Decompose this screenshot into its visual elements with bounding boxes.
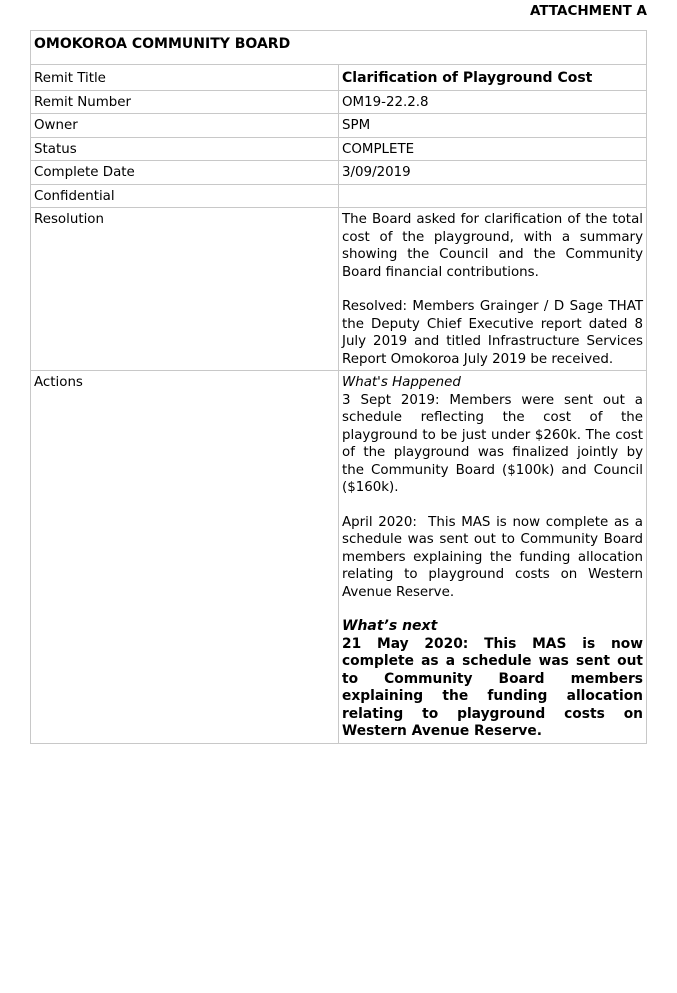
complete-date-value: 3/09/2019 — [339, 161, 647, 185]
actions-label: Actions — [31, 371, 339, 744]
resolution-paragraph-2: Resolved: Members Grainger / D Sage THAT the Deputy Chief Executive report dated 8 July 2019 and titled Infrastructure Services Report Omokoroa July 2019 be received. — [342, 299, 643, 367]
table-row — [31, 161, 647, 185]
table-row — [31, 137, 647, 161]
table-row — [31, 371, 647, 744]
table-row — [31, 184, 647, 208]
remit-title-value: Clarification of Playground Cost — [339, 65, 647, 91]
attachment-label: ATTACHMENT A — [529, 3, 647, 19]
actions-value — [339, 371, 647, 744]
remit-table — [30, 30, 647, 744]
resolution-paragraph-1: The Board asked for clarification of the total cost of the playground, with a summary showing the Council and the Community Board financial contributions. — [342, 212, 643, 280]
spacer — [342, 497, 643, 514]
board-title: OMOKOROA COMMUNITY BOARD — [31, 31, 647, 65]
confidential-label: Confidential — [31, 184, 339, 208]
remit-number-label: Remit Number — [31, 90, 339, 114]
owner-label: Owner — [31, 114, 339, 138]
whats-next-heading: What’s next — [342, 618, 438, 634]
whats-happened-text-2: April 2020: This MAS is now complete as a schedule was sent out to Community Board members explaining the funding allocation relating to playground costs on Western Avenue Reserve. — [342, 514, 648, 600]
spacer — [342, 281, 643, 298]
owner-value: SPM — [339, 114, 647, 138]
spacer — [342, 601, 643, 618]
status-value: COMPLETE — [339, 137, 647, 161]
whats-happened-heading: What's Happened — [342, 375, 461, 390]
remit-title-label: Remit Title — [31, 65, 339, 91]
resolution-label: Resolution — [31, 208, 339, 371]
confidential-value — [339, 184, 647, 208]
whats-happened-text-1: 3 Sept 2019: Members were sent out a schedule reflecting the cost of the playground to be just under $260k. The cost of the playground was finalized jointly by the Community Board ($100k) and Council ($160k). — [342, 392, 643, 495]
table-row — [31, 114, 647, 138]
table-row — [31, 90, 647, 114]
resolution-value — [339, 208, 647, 371]
board-title-row — [31, 31, 647, 65]
remit-number-value: OM19-22.2.8 — [339, 90, 647, 114]
table-row — [31, 65, 647, 91]
complete-date-label: Complete Date — [31, 161, 339, 185]
status-label: Status — [31, 137, 339, 161]
table-row — [31, 208, 647, 371]
whats-next-text: 21 May 2020: This MAS is now complete as a schedule was sent out to Community Board members explaining the funding allocation relating to playground costs on Western Avenue Reserve. — [342, 635, 643, 739]
